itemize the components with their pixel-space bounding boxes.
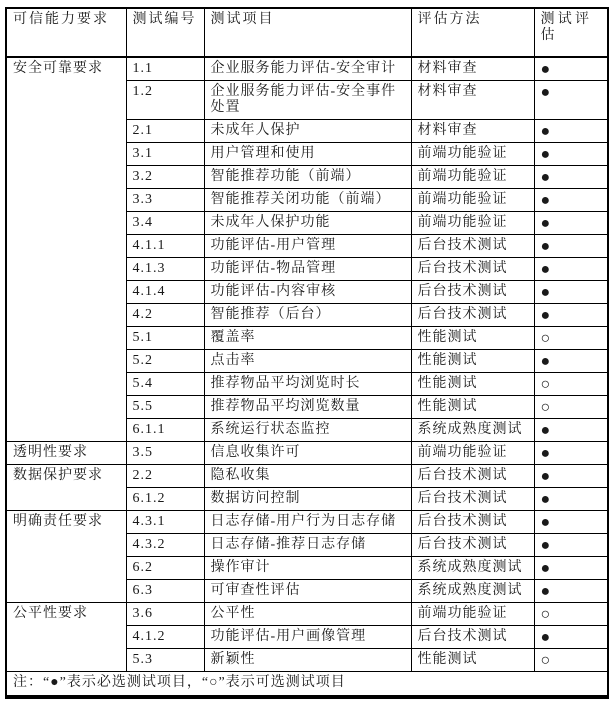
required-mark-icon: ● (540, 169, 551, 186)
mark-cell (534, 603, 608, 626)
test-item-cell: 隐私收集 (204, 465, 411, 488)
test-item-cell: 操作审计 (204, 557, 411, 580)
note-row (6, 672, 608, 697)
test-item-cell: 数据访问控制 (204, 488, 411, 511)
test-item-cell: 信息收集许可 (204, 442, 411, 465)
table-row (6, 57, 608, 81)
test-item-cell: 覆盖率 (204, 327, 411, 350)
test-id-cell: 1.2 (126, 81, 204, 120)
test-item-cell: 推荐物品平均浏览数量 (204, 396, 411, 419)
test-item-cell: 功能评估-内容审核 (204, 281, 411, 304)
method-cell: 后台技术测试 (411, 304, 534, 327)
mark-cell (534, 442, 608, 465)
test-id-cell: 3.4 (126, 212, 204, 235)
test-id-cell: 5.3 (126, 649, 204, 672)
method-cell: 性能测试 (411, 327, 534, 350)
test-id-cell: 3.5 (126, 442, 204, 465)
mark-cell (534, 534, 608, 557)
test-id-cell: 1.1 (126, 57, 204, 81)
method-cell: 后台技术测试 (411, 511, 534, 534)
mark-cell (534, 143, 608, 166)
mark-cell (534, 189, 608, 212)
header-evaluation-method: 评估方法 (411, 8, 534, 57)
test-id-cell: 3.6 (126, 603, 204, 626)
test-id-cell: 4.1.2 (126, 626, 204, 649)
required-mark-icon: ● (540, 537, 551, 554)
requirement-cell: 明确责任要求 (6, 511, 126, 603)
optional-mark-icon: ○ (540, 606, 551, 623)
method-cell: 后台技术测试 (411, 488, 534, 511)
method-cell: 后台技术测试 (411, 235, 534, 258)
required-mark-icon: ● (540, 123, 551, 140)
method-cell: 材料审查 (411, 120, 534, 143)
required-mark-icon: ● (540, 514, 551, 531)
test-id-cell: 6.1.1 (126, 419, 204, 442)
test-item-cell: 推荐物品平均浏览时长 (204, 373, 411, 396)
test-item-cell: 日志存储-用户行为日志存储 (204, 511, 411, 534)
method-cell: 材料审查 (411, 81, 534, 120)
header-capability-requirement: 可信能力要求 (6, 8, 126, 57)
test-id-cell: 2.2 (126, 465, 204, 488)
mark-cell (534, 212, 608, 235)
required-mark-icon: ● (540, 61, 551, 78)
required-mark-icon: ● (540, 284, 551, 301)
method-cell: 后台技术测试 (411, 258, 534, 281)
method-cell: 性能测试 (411, 649, 534, 672)
test-item-cell: 系统运行状态监控 (204, 419, 411, 442)
table-row (6, 511, 608, 534)
required-mark-icon: ● (540, 560, 551, 577)
method-cell: 前端功能验证 (411, 603, 534, 626)
required-mark-icon: ● (540, 192, 551, 209)
mark-cell (534, 626, 608, 649)
mark-cell (534, 120, 608, 143)
test-id-cell: 4.1.3 (126, 258, 204, 281)
mark-cell (534, 281, 608, 304)
method-cell: 性能测试 (411, 373, 534, 396)
test-item-cell: 可审查性评估 (204, 580, 411, 603)
mark-cell (534, 235, 608, 258)
header-test-id: 测试编号 (126, 8, 204, 57)
method-cell: 后台技术测试 (411, 626, 534, 649)
required-mark-icon: ● (540, 238, 551, 255)
test-items-table (5, 7, 609, 699)
test-id-cell: 6.3 (126, 580, 204, 603)
optional-mark-icon: ○ (540, 376, 551, 393)
table-note: 注：“●”表示必选测试项目，“○”表示可选测试项目 (6, 672, 608, 697)
required-mark-icon: ● (540, 468, 551, 485)
test-item-cell: 功能评估-物品管理 (204, 258, 411, 281)
test-id-cell: 3.1 (126, 143, 204, 166)
method-cell: 性能测试 (411, 350, 534, 373)
mark-cell (534, 649, 608, 672)
optional-mark-icon: ○ (540, 330, 551, 347)
method-cell: 材料审查 (411, 57, 534, 81)
test-item-cell: 功能评估-用户管理 (204, 235, 411, 258)
required-mark-icon: ● (540, 629, 551, 646)
table-row (6, 442, 608, 465)
table-row (6, 603, 608, 626)
mark-cell (534, 580, 608, 603)
required-mark-icon: ● (540, 84, 551, 101)
requirement-cell: 公平性要求 (6, 603, 126, 672)
test-item-cell: 公平性 (204, 603, 411, 626)
mark-cell (534, 327, 608, 350)
required-mark-icon: ● (540, 583, 551, 600)
method-cell: 前端功能验证 (411, 166, 534, 189)
method-cell: 后台技术测试 (411, 534, 534, 557)
test-item-cell: 新颖性 (204, 649, 411, 672)
mark-cell (534, 373, 608, 396)
method-cell: 后台技术测试 (411, 281, 534, 304)
test-item-cell: 企业服务能力评估-安全审计 (204, 57, 411, 81)
test-id-cell: 2.1 (126, 120, 204, 143)
mark-cell (534, 465, 608, 488)
requirement-cell: 安全可靠要求 (6, 57, 126, 442)
method-cell: 前端功能验证 (411, 189, 534, 212)
test-item-cell: 功能评估-用户画像管理 (204, 626, 411, 649)
optional-mark-icon: ○ (540, 399, 551, 416)
optional-mark-icon: ○ (540, 652, 551, 669)
required-mark-icon: ● (540, 215, 551, 232)
requirement-cell: 数据保护要求 (6, 465, 126, 511)
requirement-cell: 透明性要求 (6, 442, 126, 465)
method-cell: 性能测试 (411, 396, 534, 419)
table-row (6, 465, 608, 488)
test-item-cell: 企业服务能力评估-安全事件处置 (204, 81, 411, 120)
mark-cell (534, 304, 608, 327)
test-id-cell: 4.2 (126, 304, 204, 327)
header-test-evaluation: 测试评估 (534, 8, 608, 57)
required-mark-icon: ● (540, 491, 551, 508)
test-id-cell: 5.5 (126, 396, 204, 419)
mark-cell (534, 488, 608, 511)
test-item-cell: 智能推荐关闭功能（前端） (204, 189, 411, 212)
test-id-cell: 6.2 (126, 557, 204, 580)
test-item-cell: 用户管理和使用 (204, 143, 411, 166)
mark-cell (534, 350, 608, 373)
mark-cell (534, 396, 608, 419)
mark-cell (534, 557, 608, 580)
header-test-item: 测试项目 (204, 8, 411, 57)
mark-cell (534, 57, 608, 81)
method-cell: 系统成熟度测试 (411, 557, 534, 580)
test-item-cell: 智能推荐功能（前端） (204, 166, 411, 189)
mark-cell (534, 511, 608, 534)
test-id-cell: 3.2 (126, 166, 204, 189)
mark-cell (534, 166, 608, 189)
test-item-cell: 未成年人保护 (204, 120, 411, 143)
required-mark-icon: ● (540, 353, 551, 370)
test-id-cell: 5.4 (126, 373, 204, 396)
mark-cell (534, 258, 608, 281)
required-mark-icon: ● (540, 422, 551, 439)
test-item-cell: 智能推荐（后台） (204, 304, 411, 327)
test-id-cell: 6.1.2 (126, 488, 204, 511)
required-mark-icon: ● (540, 445, 551, 462)
method-cell: 前端功能验证 (411, 212, 534, 235)
test-id-cell: 3.3 (126, 189, 204, 212)
method-cell: 前端功能验证 (411, 442, 534, 465)
required-mark-icon: ● (540, 146, 551, 163)
test-item-cell: 未成年人保护功能 (204, 212, 411, 235)
test-id-cell: 4.3.2 (126, 534, 204, 557)
required-mark-icon: ● (540, 307, 551, 324)
method-cell: 系统成熟度测试 (411, 419, 534, 442)
test-id-cell: 4.1.4 (126, 281, 204, 304)
test-item-cell: 日志存储-推荐日志存储 (204, 534, 411, 557)
test-id-cell: 4.3.1 (126, 511, 204, 534)
test-id-cell: 5.2 (126, 350, 204, 373)
method-cell: 系统成熟度测试 (411, 580, 534, 603)
required-mark-icon: ● (540, 261, 551, 278)
test-id-cell: 4.1.1 (126, 235, 204, 258)
test-item-cell: 点击率 (204, 350, 411, 373)
method-cell: 后台技术测试 (411, 465, 534, 488)
test-id-cell: 5.1 (126, 327, 204, 350)
method-cell: 前端功能验证 (411, 143, 534, 166)
header-row (6, 8, 608, 57)
mark-cell (534, 81, 608, 120)
mark-cell (534, 419, 608, 442)
